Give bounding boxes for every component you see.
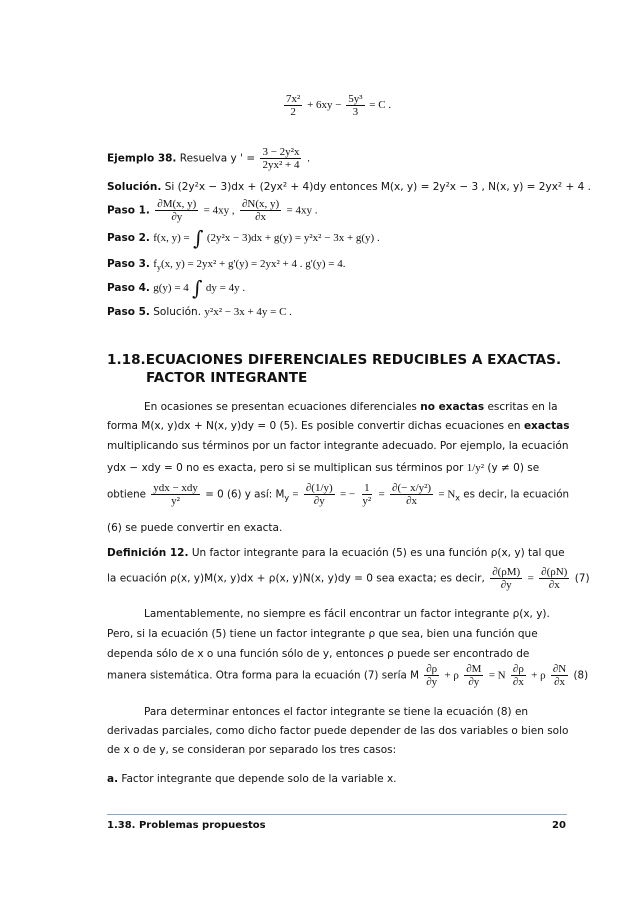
equation-text: = −	[339, 488, 356, 501]
equation-text: .	[306, 152, 311, 165]
fraction	[151, 482, 200, 507]
fraction	[304, 482, 335, 507]
numerator: 3 − 2y²x	[262, 146, 300, 158]
numerator: ∂(− x/y²)	[392, 482, 432, 494]
emphasis: no exactas	[420, 401, 485, 413]
paso2-line	[107, 226, 380, 250]
p3-line1	[144, 706, 528, 718]
text: Para determinar entonces el factor integrante se tiene la ecuación (8) en	[144, 706, 529, 718]
numerator: ∂M(x, y)	[157, 198, 197, 210]
denominator: ∂y	[313, 495, 325, 507]
numerator: ∂(1/y)	[305, 482, 333, 494]
equation-text: =	[527, 572, 534, 585]
case-a-line	[107, 773, 397, 785]
fraction	[539, 566, 569, 591]
fraction	[260, 146, 301, 171]
p1-line6	[107, 522, 282, 534]
solucion-line	[107, 181, 591, 193]
equation-text: = 4xy .	[286, 204, 318, 217]
fraction	[155, 198, 198, 223]
solucion-text: Si (2y²x − 3)dx + (2yx² + 4)dy entonces M(x, y) = 2y²x − 3 , N(x, y) = 2yx² + 4 .	[164, 181, 591, 193]
fraction	[551, 663, 568, 688]
numerator: ∂M	[466, 663, 482, 675]
denominator: ∂y	[171, 211, 183, 223]
denominator: 3	[352, 106, 359, 118]
fraction	[390, 482, 433, 507]
equation-text: f(x, y) =	[153, 232, 190, 244]
denominator: ∂x	[255, 211, 267, 223]
section-heading-line2	[146, 369, 307, 388]
equation-text: f	[153, 258, 157, 270]
denominator: y²	[171, 495, 180, 507]
equation-text: = N	[438, 488, 456, 501]
p2-line3	[107, 648, 529, 660]
equation-text: (2y²x − 3)dx + g(y) = y²x² − 3x + g(y) .	[206, 232, 380, 244]
p1-line3	[107, 440, 569, 452]
emphasis: exactas	[523, 420, 570, 432]
numerator: ∂ρ	[512, 663, 524, 675]
paso-label: Paso 1.	[107, 204, 150, 217]
section-number: 1.18.	[107, 352, 146, 368]
denominator: ∂y	[468, 676, 480, 688]
fraction	[464, 663, 483, 688]
equation-text: =	[378, 488, 385, 501]
case-label: a.	[107, 773, 119, 785]
equation-text: dy = 4y .	[205, 282, 246, 294]
paso5-line	[107, 306, 292, 318]
ejemplo-line	[107, 146, 310, 171]
ejemplo-label: Ejemplo 38.	[107, 152, 177, 165]
footer-divider	[107, 814, 567, 815]
text: Pero, si la ecuación (5) tiene un factor integrante ρ que sea, bien una función que	[107, 628, 538, 640]
fraction	[424, 663, 439, 688]
numerator: ∂(ρN)	[541, 566, 568, 578]
equation-text: =	[292, 488, 299, 501]
equation-text: + ρ	[444, 669, 459, 682]
ejemplo-text: Resuelva y ' =	[179, 152, 256, 165]
text: Factor integrante que depende solo de la variable x.	[121, 773, 397, 785]
text: manera sistemática. Otra forma para la ecuación (7) sería M	[107, 669, 419, 682]
footer-section-title: 1.38. Problemas propuestos	[107, 820, 266, 831]
denominator: ∂x	[548, 579, 560, 591]
text: (6) se puede convertir en exacta.	[107, 522, 283, 534]
paso-label: Paso 5.	[107, 306, 150, 318]
text: En ocasiones se presentan ecuaciones diferenciales	[144, 401, 417, 413]
numerator: 1	[364, 482, 370, 494]
numerator: 5y³	[348, 93, 363, 105]
denominator: ∂y	[426, 676, 438, 688]
text: Un factor integrante para la ecuación (5) es una función ρ(x, y) tal que	[191, 547, 565, 559]
equation-tag: (8)	[573, 669, 589, 682]
paso-label: Paso 3.	[107, 258, 150, 270]
p1-line4	[107, 462, 539, 474]
equation-text: + 6xy −	[307, 99, 342, 112]
top-equation	[282, 93, 391, 118]
section-title-line1: ECUACIONES DIFERENCIALES REDUCIBLES A EXACTAS.	[145, 352, 562, 368]
p3-line2	[107, 725, 568, 737]
text: derivadas parciales, como dicho factor puede depender de las dos variables o bien solo	[107, 725, 569, 737]
numerator: 7x²	[286, 93, 301, 105]
def-line2	[107, 566, 590, 591]
text: = 0 (6) y así: M	[205, 488, 285, 501]
text: (y ≠ 0) se	[487, 462, 540, 474]
paso3-line	[107, 258, 346, 272]
text: multiplicando sus términos por un factor integrante adecuado. Por ejemplo, la ecuación	[107, 440, 569, 452]
fraction	[511, 663, 526, 688]
p1-line1	[144, 401, 558, 413]
paso-label: Paso 4.	[107, 282, 150, 294]
denominator: ∂x	[406, 495, 418, 507]
text: Lamentablemente, no siempre es fácil encontrar un factor integrante ρ(x, y).	[144, 608, 550, 620]
solucion-label: Solución.	[107, 181, 162, 193]
p1-line5	[107, 482, 569, 507]
text: la ecuación ρ(x, y)M(x, y)dx + ρ(x, y)N(x, y)dy = 0 sea exacta; es decir,	[107, 572, 485, 585]
equation-text: = 4xy ,	[203, 204, 235, 217]
equation-text: g(y) = 4	[153, 282, 189, 294]
numerator: ∂(ρM)	[492, 566, 521, 578]
text: de x o de y, se consideran por separado los tres casos:	[107, 744, 397, 756]
fraction	[360, 482, 373, 507]
denominator: ∂x	[512, 676, 524, 688]
equation-text: y²x² − 3x + 4y = C .	[204, 306, 292, 318]
denominator: y²	[362, 495, 372, 507]
equation-text: 1/y²	[466, 462, 485, 474]
fraction	[284, 93, 302, 118]
section-title-line2: FACTOR INTEGRANTE	[146, 370, 308, 386]
text: ydx − xdy = 0 no es exacta, pero si se multiplican sus términos por	[107, 462, 464, 474]
denominator: 2yx² + 4	[262, 159, 300, 171]
section-heading	[107, 351, 561, 370]
fraction	[490, 566, 522, 591]
integral-sign: ∫	[192, 276, 203, 300]
p1-line2	[107, 420, 570, 432]
paso1-line	[107, 198, 318, 223]
paso-text: Solución.	[153, 306, 202, 318]
integral-sign: ∫	[193, 226, 204, 250]
numerator: ∂N	[552, 663, 567, 675]
p2-line2	[107, 628, 538, 640]
text: dependa sólo de x o una función sólo de y, entonces ρ puede ser encontrado de	[107, 648, 530, 660]
subscript: y	[284, 493, 290, 503]
text: forma M(x, y)dx + N(x, y)dy = 0 (5). Es posible convertir dichas ecuaciones en	[107, 420, 521, 432]
paso-label: Paso 2.	[107, 232, 150, 244]
subscript: x	[455, 493, 461, 503]
equation-tag: (7)	[574, 572, 590, 585]
equation-text: = N	[488, 669, 506, 682]
denominator: ∂x	[554, 676, 565, 688]
numerator: ydx − xdy	[153, 482, 198, 494]
text: es decir, la ecuación	[463, 488, 570, 501]
paso4-line	[107, 276, 246, 300]
denominator: ∂y	[500, 579, 512, 591]
numerator: ∂ρ	[426, 663, 438, 675]
text: escritas en la	[487, 401, 558, 413]
fraction	[240, 198, 281, 223]
fraction	[346, 93, 364, 118]
page-number: 20	[552, 820, 566, 831]
definition-label: Definición 12.	[107, 547, 189, 559]
numerator: ∂N(x, y)	[241, 198, 280, 210]
p3-line3	[107, 744, 396, 756]
subscript: y	[156, 263, 161, 273]
denominator: 2	[290, 106, 296, 118]
p2-line4	[107, 663, 588, 688]
equation-text: + ρ	[531, 669, 546, 682]
def-line1	[107, 547, 565, 559]
p2-line1	[144, 608, 550, 620]
equation-text: (x, y) = 2yx² + g'(y) = 2yx² + 4 . g'(y) = 4.	[160, 258, 346, 270]
equation-text: = C .	[369, 99, 392, 112]
text: obtiene	[107, 488, 146, 501]
